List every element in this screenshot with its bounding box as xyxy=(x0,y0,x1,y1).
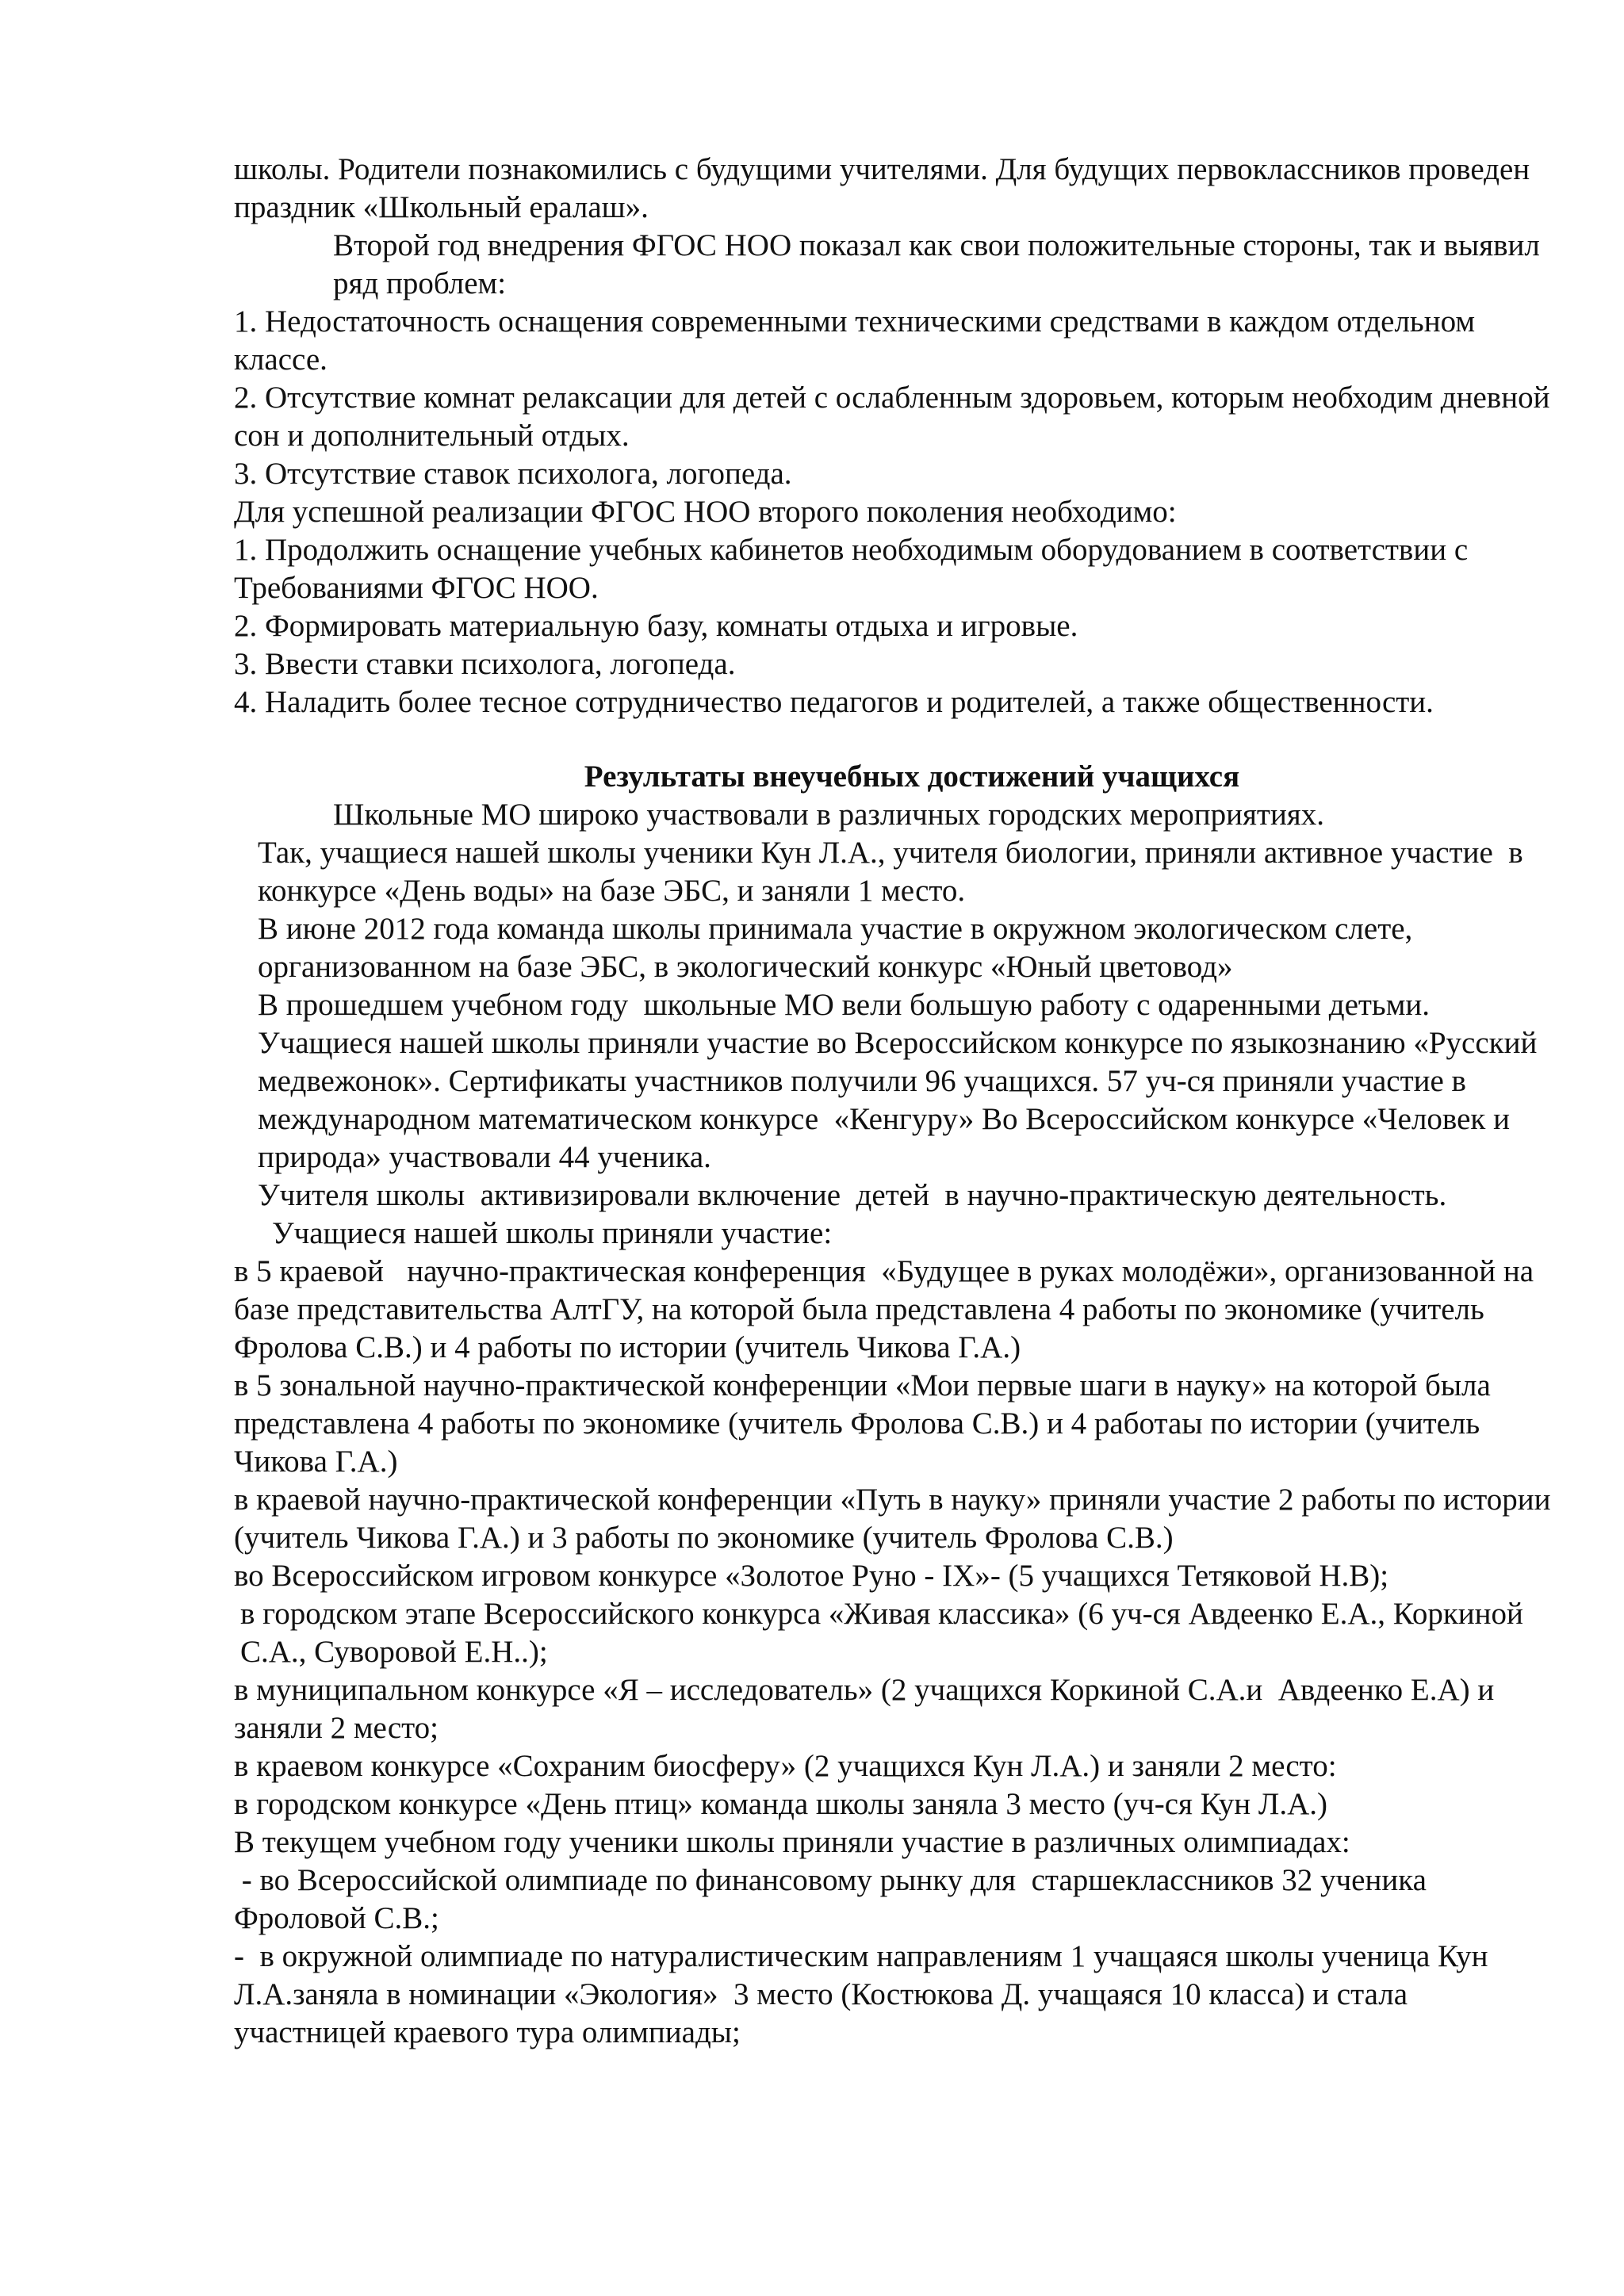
paragraph: школы. Родители познакомились с будущими учителями. Для будущих первоклассников проведен праздник «Школьный ералаш». xyxy=(234,152,1538,224)
paragraph: Так, учащиеся нашей школы ученики Кун Л.А., учителя биологии, приняли активное участие в конкурсе «День воды» на базе ЭБС, и заняли 1 место. xyxy=(258,836,1531,908)
paragraph: В текущем учебном году ученики школы приняли участие в различных олимпиадах: xyxy=(234,1825,1350,1859)
paragraph: Для успешной реализации ФГОС НОО второго поколения необходимо: xyxy=(234,495,1177,529)
list-item: в краевом конкурсе «Сохраним биосферу» (2 учащихся Кун Л.А.) и заняли 2 место: xyxy=(234,1749,1337,1783)
list-item: - в окружной олимпиаде по натуралистическим направлениям 1 учащаяся школы ученица Кун Л.А.заняла в номинации «Экология» 3 место (Костюкова Д. учащаяся 10 класса) и стала участницей краевого тура олимпиады; xyxy=(234,1939,1496,2049)
paragraph: Школьные МО широко участвовали в различных городских мероприятиях. xyxy=(333,798,1324,832)
list-item: в городском конкурсе «День птиц» команда школы заняла 3 место (уч-ся Кун Л.А.) xyxy=(234,1787,1328,1821)
list-item: 2. Отсутствие комнат релаксации для детей с ослабленным здоровьем, которым необходим дневной сон и дополнительный отдых. xyxy=(234,381,1558,453)
list-item: в городском этапе Всероссийского конкурса «Живая классика» (6 уч-ся Авдеенко Е.А., Коркиной С.А., Суворовой Е.Н..); xyxy=(240,1597,1531,1669)
list-item: 1. Недостаточность оснащения современными техническими средствами в каждом отдельном классе. xyxy=(234,304,1483,377)
list-item: в 5 краевой научно-практическая конференция «Будущее в руках молодёжи», организованной на базе представительства АлтГУ, на которой была представлена 4 работы по экономике (учитель Фролова С.В.) и 4 работы по истории (учитель Чикова Г.А.) xyxy=(234,1254,1542,1364)
paragraph: Учителя школы активизировали включение детей в научно-практическую деятельность. xyxy=(258,1178,1447,1212)
list-item: 4. Наладить более тесное сотрудничество педагогов и родителей, а также общественности. xyxy=(234,685,1434,719)
list-item: во Всероссийском игровом конкурсе «Золотое Руно - IX»- (5 учащихся Тетяковой Н.В); xyxy=(234,1559,1389,1593)
list-item: в 5 зональной научно-практической конференции «Мои первые шаги в науку» на которой была представлена 4 работы по экономике (учитель Фролова С.В.) и 4 работаы по истории (учитель Чикова Г.А.) xyxy=(234,1368,1499,1479)
paragraph: В июне 2012 года команда школы принимала участие в окружном экологическом слете, организованном на базе ЭБС, в экологический конкурс «Юный цветовод» xyxy=(258,912,1421,984)
paragraph: В прошедшем учебном году школьные МО вели большую работу с одаренными детьми. Учащиеся нашей школы приняли участие во Всероссийском конкурсе по языкознанию «Русский медвежонок». Сертификаты участников получили 96 учащихся. 57 уч-ся приняли участие в международном математическом конкурсе «Кенгуру» Во Всероссийском конкурсе «Человек и природа» участвовали 44 ученика. xyxy=(258,988,1545,1174)
section-heading: Результаты внеучебных достижений учащихся xyxy=(584,760,1240,794)
paragraph: Второй год внедрения ФГОС НОО показал как свои положительные стороны, так и выявил ряд проблем: xyxy=(333,228,1548,300)
list-item: в муниципальном конкурсе «Я – исследователь» (2 учащихся Коркиной С.А.и Авдеенко Е.А) и заняли 2 место; xyxy=(234,1673,1503,1745)
document-page xyxy=(234,151,1558,2052)
list-item: 3. Ввести ставки психолога, логопеда. xyxy=(234,647,736,681)
list-item: в краевой научно-практической конференции «Путь в науку» приняли участие 2 работы по истории (учитель Чикова Г.А.) и 3 работы по экономике (учитель Фролова С.В.) xyxy=(234,1483,1559,1555)
paragraph: Учащиеся нашей школы приняли участие: xyxy=(272,1216,833,1250)
list-item: 1. Продолжить оснащение учебных кабинетов необходимым оборудованием в соответствии с Требованиями ФГОС НОО. xyxy=(234,533,1476,605)
list-item: 2. Формировать материальную базу, комнаты отдыха и игровые. xyxy=(234,609,1078,643)
list-item: 3. Отсутствие ставок психолога, логопеда. xyxy=(234,457,792,491)
list-item: - во Всероссийской олимпиаде по финансовому рынку для старшеклассников 32 ученика Фроловой С.В.; xyxy=(234,1863,1434,1935)
